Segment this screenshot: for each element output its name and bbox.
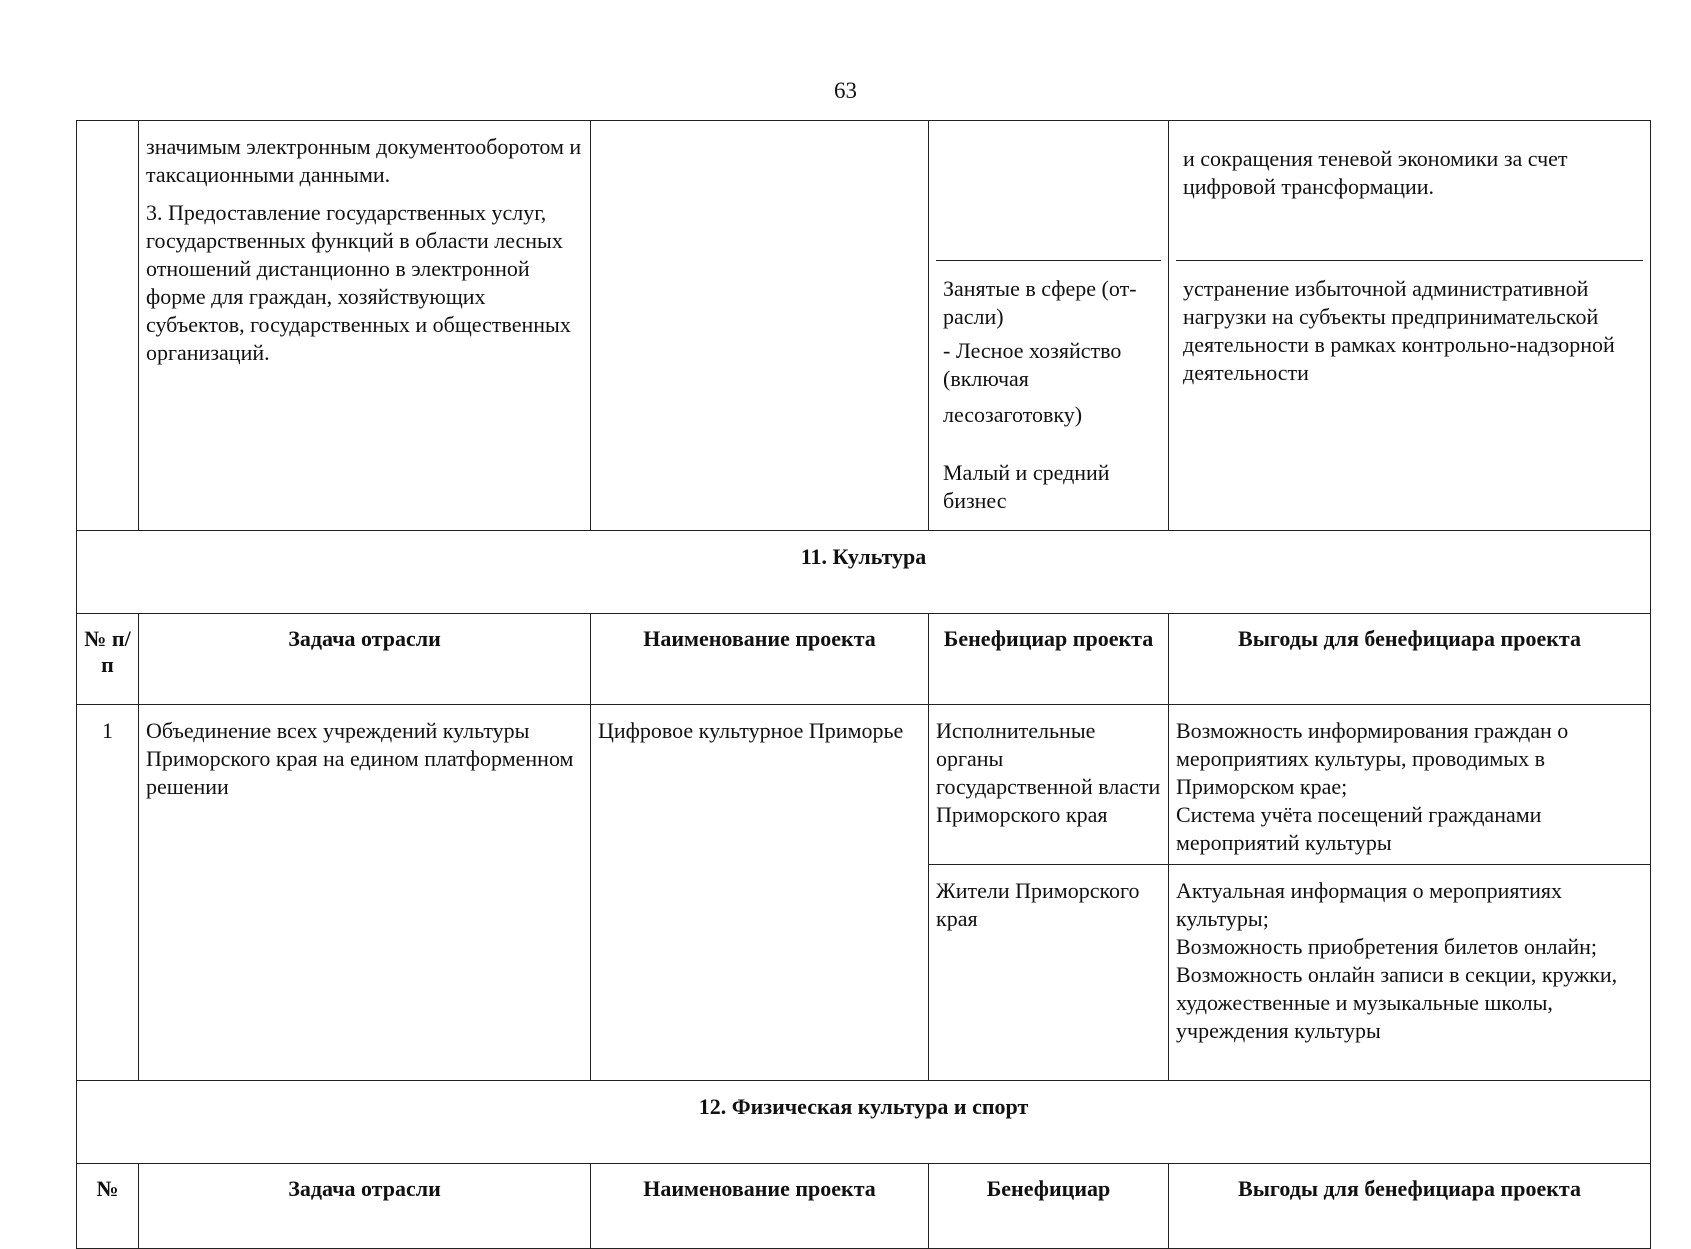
project-table (76, 120, 1651, 1249)
continuation-beneficiary-list (936, 260, 1161, 521)
continuation-beneficiary-empty (936, 133, 1161, 260)
benefit-tickets: Возможность приобретения билетов онлайн; (1176, 934, 1598, 959)
row-benefits-1 (1169, 705, 1651, 865)
header-benefits: Выгоды для бенефициара проекта (1169, 614, 1651, 705)
header-beneficiary: Бенефициар (929, 1164, 1169, 1249)
section-12-title: 12. Физическая культура и спорт (77, 1081, 1651, 1164)
header-beneficiary: Бенефициар проекта (929, 614, 1169, 705)
row-beneficiary-2: Жители Приморского края (929, 865, 1169, 1081)
header-task: Задача отрасли (139, 614, 591, 705)
row-project: Цифровое культурное Приморье (591, 705, 929, 1081)
benefit-actual-info: Актуальная информация о мероприятиях культуры; (1176, 878, 1562, 931)
continuation-gain-cell (1169, 121, 1651, 531)
beneficiary-employed: Занятые в сфере (от-расли) (943, 276, 1137, 329)
header-project: Наименование проекта (591, 1164, 929, 1249)
beneficiary-logging: лесозаготовку) (943, 402, 1083, 427)
header-project: Наименование проекта (591, 614, 929, 705)
page-number: 63 (834, 78, 857, 103)
continuation-num-cell (77, 121, 139, 531)
row-task: Объединение всех учреждений культуры Приморского края на едином платформенном решении (139, 705, 591, 1081)
table-row (77, 705, 1651, 865)
row-beneficiary-1: Исполнительные органы государственной власти Приморского края (929, 705, 1169, 865)
header-task: Задача отрасли (139, 1164, 591, 1249)
row-num: 1 (77, 705, 139, 1081)
continuation-project-cell (591, 121, 929, 531)
section-11-header-row (77, 614, 1651, 705)
continuation-gain-2: устранение избыточной административной нагрузки на субъекты предпринимательской деятельности в рамках контрольно-надзорной деятельности (1176, 260, 1643, 393)
header-benefits: Выгоды для бенефициара проекта (1169, 1164, 1651, 1249)
section-11-title: 11. Культура (77, 531, 1651, 614)
header-num: № (77, 1164, 139, 1249)
continuation-task-text-1: значимым электронным документооборотом и таксационными данными. (146, 134, 582, 187)
benefit-informing: Возможность информирования граждан о мероприятиях культуры, проводимых в Приморском крае; (1176, 718, 1569, 799)
section-12-header-row (77, 1164, 1651, 1249)
continuation-beneficiary-cell (929, 121, 1169, 531)
benefit-enrollment: Возможность онлайн записи в секции, кружки, художественные и музыкальные школы, учреждения культуры (1176, 962, 1618, 1043)
continuation-task-text-2: 3. Предоставление государственных услуг, государственных функций в области лесных отношений дистанционно в электронной форме для граждан, хозяйствующих субъектов, государственных и общественных организаций. (146, 200, 571, 365)
beneficiary-forestry: - Лесное хозяйство (включая (943, 338, 1122, 391)
beneficiary-business: Малый и средний бизнес (943, 460, 1110, 513)
continuation-task-cell (139, 121, 591, 531)
continuation-gain-1: и сокращения теневой экономики за счет цифровой трансформации. (1183, 146, 1568, 199)
continuation-row (77, 121, 1651, 531)
row-benefits-2 (1169, 865, 1651, 1081)
benefit-attendance: Система учёта посещений гражданами мероприятий культуры (1176, 802, 1542, 855)
header-num: № п/п (77, 614, 139, 705)
